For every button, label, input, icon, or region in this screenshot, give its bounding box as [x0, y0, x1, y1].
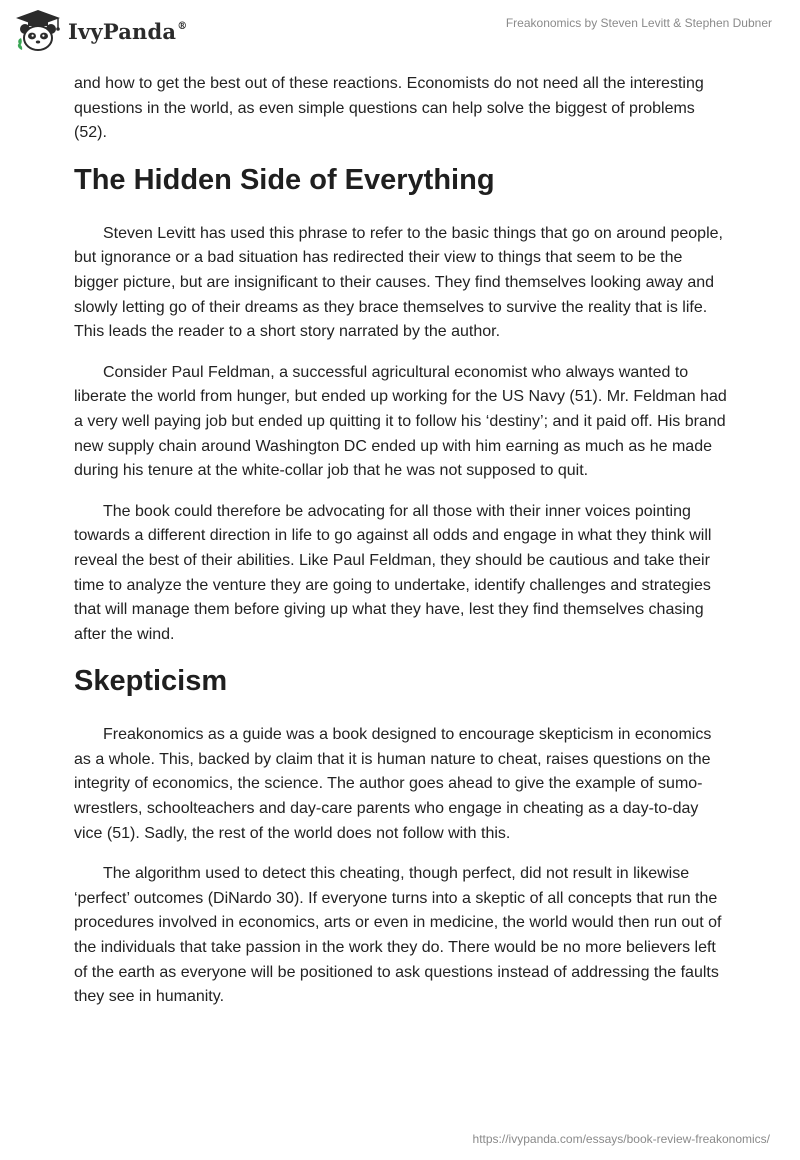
intro-paragraph: and how to get the best out of these reactions. Economists do not need all the interesting questions in the world, as even simple questions can help solve the biggest of problems (52).	[74, 75, 704, 142]
ivypanda-logo[interactable]	[14, 8, 187, 54]
essay-body	[74, 72, 730, 1026]
page-header	[0, 0, 800, 64]
section-heading-skepticism: Skepticism	[74, 665, 228, 698]
document-title: Freakonomics by Steven Levitt & Stephen Dubner	[505, 16, 772, 30]
logo-wordmark: IvyPanda®	[68, 18, 188, 44]
section-heading-hidden-side: The Hidden Side of Everything	[74, 163, 495, 196]
paragraph: Steven Levitt has used this phrase to refer to the basic things that go on around people, but ignorance or a bad situation has redirected their view to things that seem to be the bigger picture, but are insignificant to their causes. They find themselves looking away and slowly letting go of their dreams as they brace themselves to survive the reality that is life. This leads the reader to a short story narrated by the author.	[74, 224, 723, 341]
paragraph: The algorithm used to detect this cheating, though perfect, did not result in likewise ‘perfect’ outcomes (DiNardo 30). If everyone turns into a skeptic of all concepts that run the procedures involved in economics, arts or even in medicine, the world would then run out of the individuals that take passion in the work they do. There would be no more believers left of the earth as everyone will be positioned to ask questions instead of addressing the faults they see in humanity.	[74, 865, 722, 1006]
paragraph: Freakonomics as a guide was a book designed to encourage skepticism in economics as a whole. This, backed by claim that it is human nature to cheat, raises questions on the integrity of economics, the science. The author goes ahead to give the example of sumo-wrestlers, schoolteachers and day-care parents who engage in cheating as a day-to-day vice (51). Sadly, the rest of the world does not follow with this.	[74, 726, 712, 842]
panda-graduate-icon	[14, 8, 62, 54]
source-url[interactable]: https://ivypanda.com/essays/book-review-freakonomics/	[472, 1132, 770, 1146]
paragraph: Consider Paul Feldman, a successful agricultural economist who always wanted to liberate the world from hunger, but ended up working for the US Navy (51). Mr. Feldman had a very well paying job but ended up quitting it to follow his ‘destiny’; and it paid off. His brand new supply chain around Washington DC ended up with him earning as much as he made during his tenure at the white-collar job that he was not supposed to quit.	[74, 363, 727, 480]
paragraph: The book could therefore be advocating for all those with their inner voices pointing towards a different direction in life to go against all odds and engage in what they think will reveal the best of their abilities. Like Paul Feldman, they should be cautious and take their time to analyze the venture they are going to undertake, identify challenges and strategies that will manage them before giving up what they have, lest they find themselves chasing after the wind.	[74, 502, 712, 643]
